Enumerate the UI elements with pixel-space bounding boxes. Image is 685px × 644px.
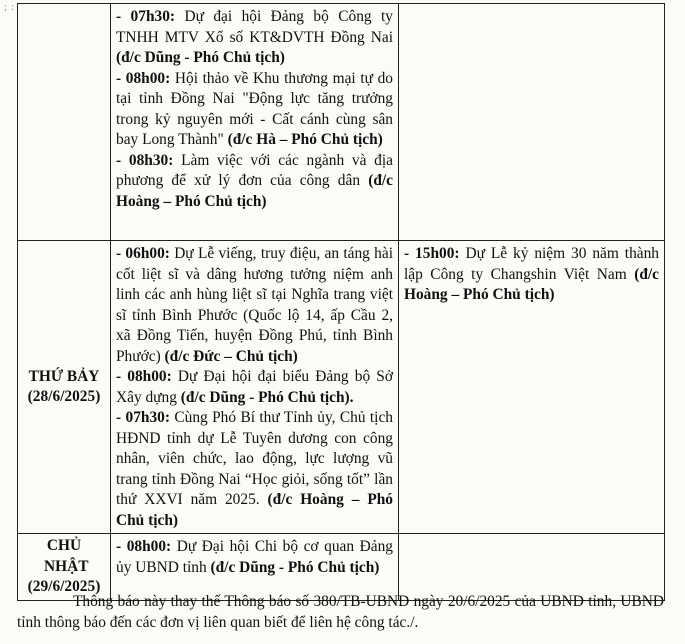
- entry-time: - 08h00:: [116, 69, 171, 87]
- entry-assignee: (đ/c Hà – Phó Chủ tịch): [227, 131, 383, 148]
- entry-assignee: (đ/c Đức – Chủ tịch): [164, 347, 298, 365]
- day-date: (28/6/2025): [27, 388, 101, 405]
- entry-text: Làm việc với các ngành và địa phương để xử lý đơn của công dân: [116, 151, 393, 189]
- morning-cell: [111, 4, 399, 241]
- entry-assignee: (đ/c Dũng - Phó Chủ tịch): [210, 558, 380, 576]
- afternoon-cell: [399, 241, 665, 534]
- day-date: (29/6/2025): [27, 578, 101, 595]
- entry-text: Hội thảo về Khu thương mại tự do tại tỉnh Đồng Nai "Động lực tăng trưởng trong kỷ nguyên mới - Cất cánh cùng sân bay Long Thành": [116, 69, 393, 148]
- entry-time: - 06h00:: [116, 245, 170, 262]
- entry-time: - 07h30:: [116, 8, 176, 25]
- entry-text: Dự Lễ viếng, truy điệu, an táng hài cốt liệt sĩ và dâng hương tưởng niệm anh linh các anh hùng liệt sĩ tại Nghĩa trang việt sĩ tỉnh Bình Phước (Quốc lộ 14, ấp Cầu 2, xã Đồng Tiến, huyện Đồng Phú, tỉnh Bình Phước): [116, 245, 393, 365]
- schedule-entry: [116, 537, 393, 578]
- entry-time: - 08h00:: [116, 368, 172, 385]
- entry-time: - 07h30:: [116, 409, 170, 426]
- day-cell: [18, 4, 111, 241]
- schedule-entry: [116, 408, 393, 531]
- entry-time: - 15h00:: [404, 245, 460, 262]
- schedule-entry: [404, 244, 659, 306]
- corner-mark: ; :: [4, 2, 16, 13]
- schedule-row: [18, 4, 665, 241]
- footer-note: [17, 591, 664, 633]
- entry-text: Cùng Phó Bí thư Tỉnh ủy, Chủ tịch HĐND tỉnh dự Lễ Tuyên dương con công nhân, viên chức, lao động, lực lượng vũ trang tỉnh Đồng Nai “Học giỏi, sống tốt” lần thứ XXVI năm 2025.: [116, 409, 393, 508]
- entry-assignee: (đ/c Hoàng – Phó Chủ tịch): [404, 265, 659, 303]
- schedule-entry: [116, 151, 393, 213]
- entry-assignee: (đ/c Dũng - Phó Chủ tịch): [116, 49, 285, 66]
- entry-assignee: (đ/c Hoàng – Phó Chủ tịch): [116, 172, 393, 210]
- entry-text: Dự Đại hội Chi bộ cơ quan Đảng ủy UBND tỉnh: [116, 538, 393, 576]
- entry-text: Dự Lễ kỷ niệm 30 năm thành lập Công ty Changshin Việt Nam: [404, 245, 659, 283]
- schedule-entry: [116, 244, 393, 367]
- afternoon-cell: [399, 4, 665, 241]
- day-cell: [18, 241, 111, 534]
- entry-time: - 08h00:: [116, 538, 172, 555]
- morning-cell: [111, 241, 399, 534]
- schedule-table: [17, 3, 665, 601]
- entry-text: Dự Đại hội đại biểu Đảng bộ Sở Xây dựng: [116, 368, 393, 406]
- entry-time: - 08h30:: [116, 151, 174, 169]
- day-name: THỨ BẢY: [28, 367, 100, 385]
- schedule-entry: [116, 69, 393, 151]
- day-name: CHỦ NHẬT: [44, 537, 89, 575]
- entry-text: Dự đại hội Đảng bộ Công ty TNHH MTV Xổ số KT&DVTH Đồng Nai: [116, 8, 393, 46]
- schedule-row: [18, 241, 665, 534]
- schedule-entry: [116, 7, 393, 69]
- footer-paragraph: Thông báo này thay thế Thông báo số 380/TB-UBND ngày 20/6/2025 của UBND tỉnh, UBND tỉnh thông báo đến các đơn vị liên quan biết để liên hệ công tác./.: [17, 593, 664, 631]
- entry-assignee: (đ/c Dũng - Phó Chủ tịch).: [180, 388, 354, 406]
- entry-assignee: (đ/c Hoàng – Phó Chủ tịch): [116, 491, 393, 529]
- schedule-entry: [116, 367, 393, 408]
